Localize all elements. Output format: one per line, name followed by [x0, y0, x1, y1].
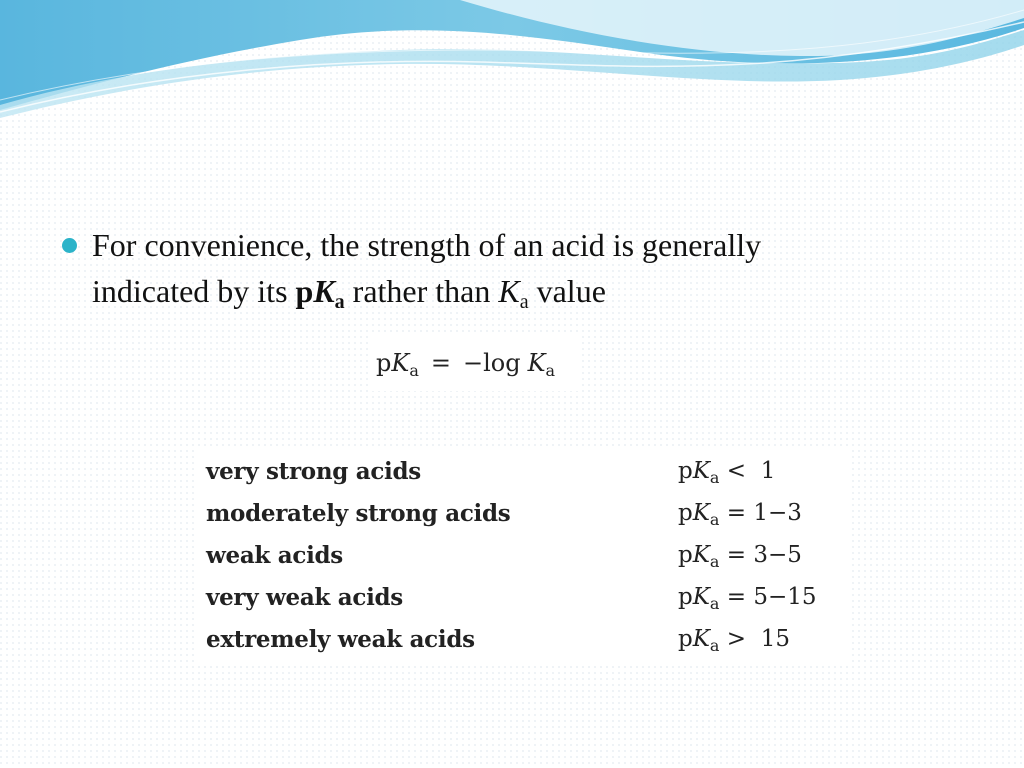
bullet-middle: rather than — [344, 273, 499, 309]
table-row — [198, 452, 852, 494]
acid-label: very weak acids — [206, 584, 403, 611]
bullet-dot-icon — [62, 238, 77, 253]
pka-formula — [368, 335, 582, 391]
pka-range: $pK_a < 1$ — [678, 458, 776, 487]
acid-strength-table — [198, 446, 852, 666]
table-row — [198, 494, 852, 536]
pka-range: $pK_a = 5-15$ — [678, 584, 817, 613]
acid-label: weak acids — [206, 542, 343, 569]
acid-label: extremely weak acids — [206, 626, 475, 653]
pka-symbol: $pK_a$ — [295, 273, 345, 313]
pka-range: $pK_a = 1-3$ — [678, 500, 802, 529]
formula-equals: = — [430, 349, 451, 377]
pka-range: $pK_a > 15$ — [678, 626, 790, 655]
acid-label: very strong acids — [206, 458, 421, 485]
table-row — [198, 536, 852, 578]
bullet-line-2 — [92, 268, 962, 314]
acid-label: moderately strong acids — [206, 500, 511, 527]
table-row — [198, 620, 852, 662]
bullet-prefix: indicated by its — [92, 273, 296, 309]
bullet-point — [62, 222, 962, 314]
bullet-suffix: value — [528, 273, 606, 309]
bullet-line-1: For convenience, the strength of an acid is generally — [92, 227, 762, 263]
ka-symbol: $K_a$ — [498, 273, 529, 313]
formula-rhs: −log $K_a$ — [462, 349, 556, 380]
table-row — [198, 578, 852, 620]
bullet-text — [92, 222, 962, 314]
formula-lhs: $pK_a$ — [376, 349, 419, 380]
pka-range: $pK_a = 3-5$ — [678, 542, 802, 571]
